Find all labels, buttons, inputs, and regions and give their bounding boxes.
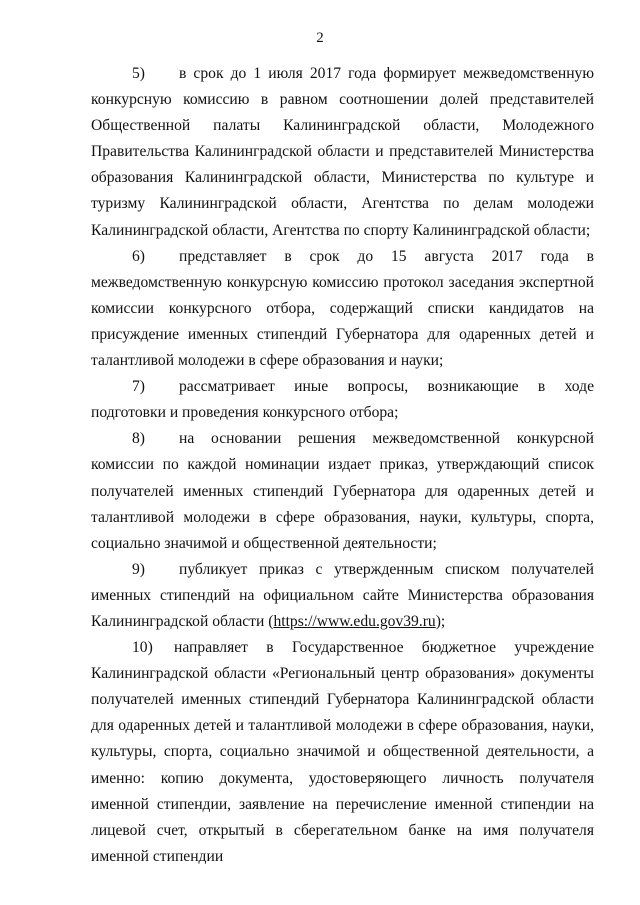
item-text: в срок до 1 июля 2017 года формирует межведомственную конкурсную комиссию в равном соотношении долей представителей Общественной палаты Калининградской области, Молодежного Правительства Калининградской области и представителей Министерства образования Калининградской области, Министерства по культуре и туризму Калининградской области, Агентства по делам молодежи Калининградской области, Агентства по спорту Калининградской области; [91, 65, 594, 239]
item-text: публикует приказ с утвержденным списком получателей именных стипендий на официальном сайте Министерства образования Калининградской области ( [91, 560, 594, 630]
list-item-9 [91, 557, 594, 635]
item-text: на основании решения межведомственной конкурсной комиссии по каждой номинации издает приказ, утверждающий список получателей именных стипендий Губернатора для одаренных детей и талантливой молодежи в сфере образования, науки, культуры, спорта, социально значимой и общественной деятельности; [91, 430, 594, 552]
list-item-5 [91, 61, 594, 244]
list-item-7 [91, 374, 594, 426]
document-body [91, 61, 594, 870]
ministry-website-link[interactable]: https://www.edu.gov39.ru [273, 612, 436, 630]
item-number: 9) [132, 560, 145, 578]
list-item-6 [91, 244, 594, 374]
list-item-10 [91, 635, 594, 870]
page-number: 2 [316, 30, 324, 46]
item-text: направляет в Государственное бюджетное учреждение Калининградской области «Региональный центр образования» документы получателей именных стипендий Губернатора Калининградской области для одаренных детей и талантливой молодежи в сфере образования, науки, культуры, спорта, социально значимой и общественной деятельности, а именно: копию документа, удостоверяющего личность получателя именной стипендии, заявление на перечисление именной стипендии на лицевой счет, открытый в сберегательном банке на имя получателя именной стипендии [91, 639, 594, 865]
item-text: представляет в срок до 15 августа 2017 года в межведомственную конкурсную комиссию протокол заседания экспертной комиссии конкурсного отбора, содержащий списки кандидатов на присуждение именных стипендий Губернатора для одаренных детей и талантливой молодежи в сфере образования и науки; [91, 247, 594, 370]
item-number: 7) [132, 378, 145, 396]
item-text: рассматривает иные вопросы, возникающие в ходе подготовки и проведения конкурсного отбора; [91, 378, 594, 422]
item-number: 8) [132, 430, 145, 448]
item-number: 5) [132, 65, 145, 82]
item-text-end: ); [435, 612, 446, 630]
list-item-8 [91, 426, 594, 556]
item-number: 10) [132, 639, 153, 657]
item-number: 6) [132, 247, 145, 265]
